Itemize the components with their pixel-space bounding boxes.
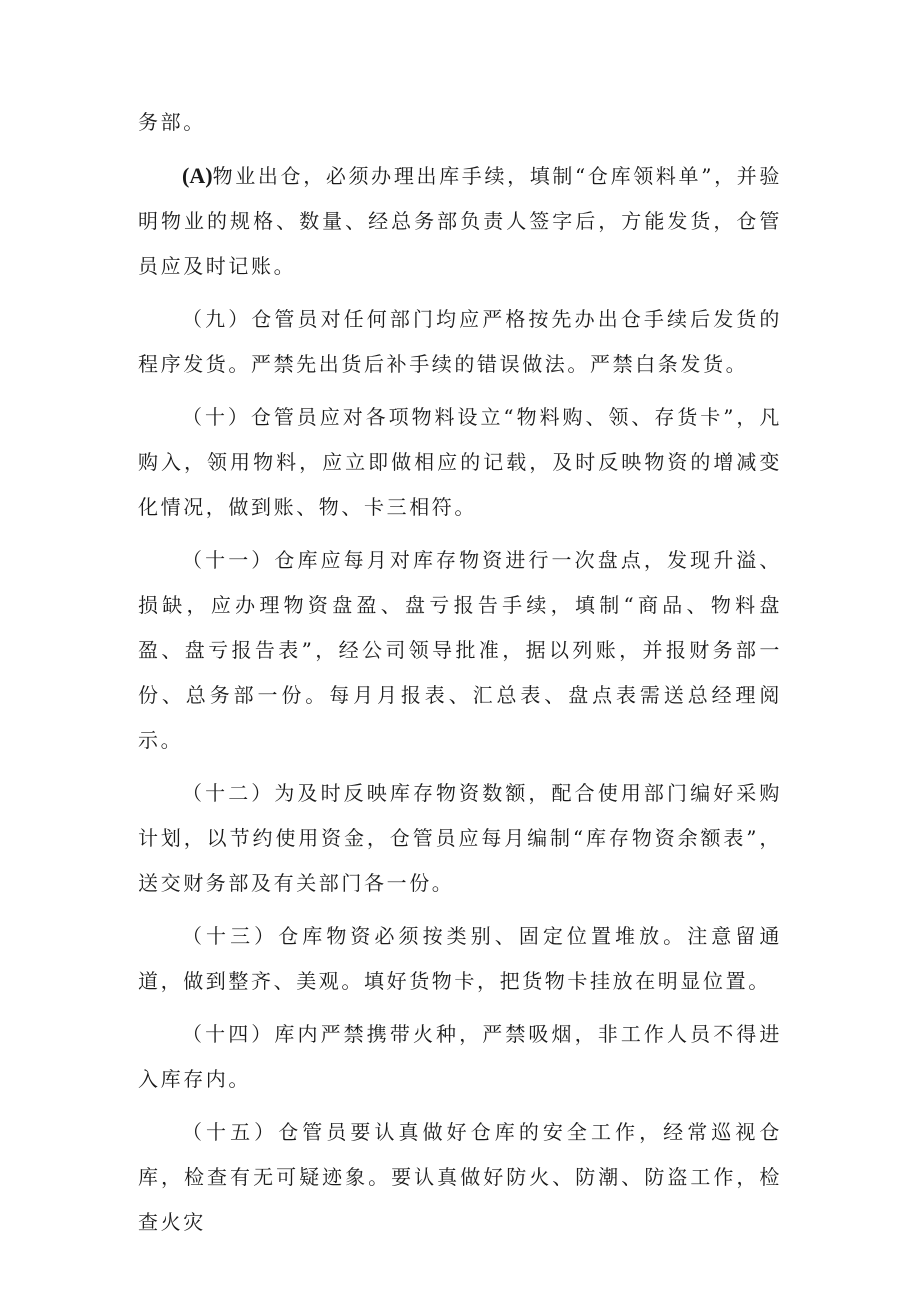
paragraph-text: （十五）仓管员要认真做好仓库的安全工作，经常巡视仓库，检查有无可疑迹象。要认真做好防火、防潮、防盗工作，检查火灾 xyxy=(138,1120,782,1234)
paragraph-item-8 xyxy=(138,153,782,289)
paragraph-text: （十一）仓库应每月对库存物资进行一次盘点，发现升溢、损缺，应办理物资盘盈、盘亏报告手续，填制“商品、物料盘盈、盘亏报告表”，经公司领导批准，据以列账，并报财务部一份、总务部一份。每月月报表、汇总表、盘点表需送总经理阅示。 xyxy=(138,548,782,752)
paragraph-item-15 xyxy=(138,1110,782,1245)
paragraph-lead-label: (A) xyxy=(182,163,213,188)
paragraph-item-11 xyxy=(138,538,782,763)
document-page xyxy=(138,100,782,1253)
paragraph-item-9 xyxy=(138,297,782,387)
paragraph-text: （十二）为及时反映库存物资数额，配合使用部门编好采购计划，以节约使用资金，仓管员应每月编制“库存物资余额表”，送交财务部及有关部门各一份。 xyxy=(138,781,782,895)
paragraph-text: （九）仓管员对任何部门均应严格按先办出仓手续后发货的程序发货。严禁先出货后补手续的错误做法。严禁白条发货。 xyxy=(138,307,782,376)
paragraph-text: （十三）仓库物资必须按类别、固定位置堆放。注意留通道，做到整齐、美观。填好货物卡，把货物卡挂放在明显位置。 xyxy=(138,924,782,993)
paragraph-text: 物业出仓，必须办理出库手续，填制“仓库领料单”，并验明物业的规格、数量、经总务部负责人签字后，方能发货，仓管员应及时记账。 xyxy=(138,164,782,278)
paragraph-item-13 xyxy=(138,914,782,1004)
paragraph-continuation xyxy=(138,100,782,145)
paragraph-text: （十四）库内严禁携带火种，严禁吸烟，非工作人员不得进入库存内。 xyxy=(138,1022,782,1091)
paragraph-item-12 xyxy=(138,771,782,906)
paragraph-text: （十）仓管员应对各项物料设立“物料购、领、存货卡”，凡购入，领用物料，应立即做相应的记载，及时反映物资的增减变化情况，做到账、物、卡三相符。 xyxy=(138,405,782,519)
paragraph-item-14 xyxy=(138,1012,782,1102)
paragraph-text: 务部。 xyxy=(138,110,206,134)
paragraph-item-10 xyxy=(138,395,782,530)
